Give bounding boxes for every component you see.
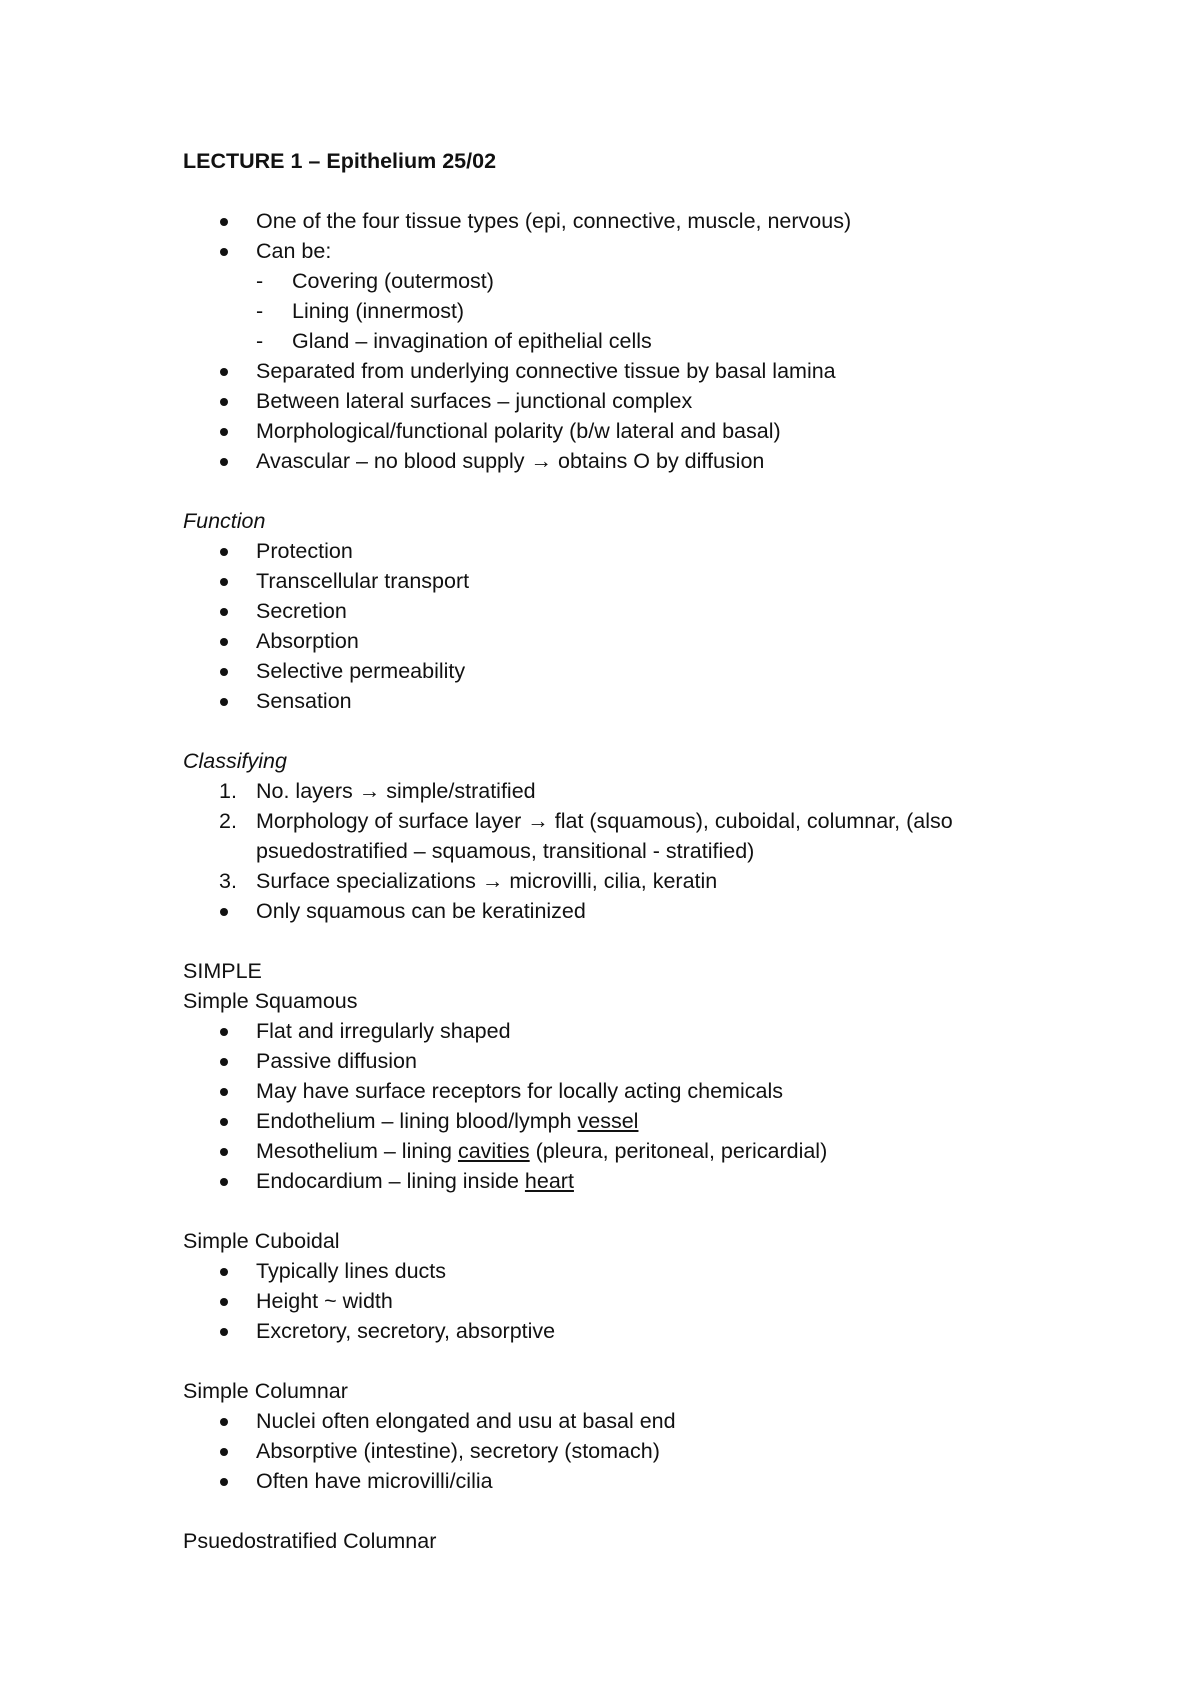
section-heading-classifying: Classifying [183,749,287,773]
list-item: Endocardium – lining inside heart [183,1166,1083,1196]
list-item: Absorption [183,626,1083,656]
sub-list-item: - Covering (outermost) [183,266,1083,296]
list-item: Avascular – no blood supply → obtains O by diffusion [183,446,1083,476]
bullet-icon [220,398,228,406]
section-heading-function: Function [183,509,266,533]
subsection-heading-cuboidal: Simple Cuboidal [183,1229,340,1253]
bullet-icon [220,1298,228,1306]
numbered-item: 2. Morphology of surface layer → flat (squamous), cuboidal, columnar, (also [183,806,1083,836]
list-item: Passive diffusion [183,1046,1083,1076]
list-item: Only squamous can be keratinized [183,896,1083,926]
list-item: Flat and irregularly shaped [183,1016,1083,1046]
subsection-heading-squamous: Simple Squamous [183,989,358,1013]
bullet-icon [220,218,228,226]
arrow-icon: → [527,809,549,833]
underlined-term: cavities [457,1139,530,1163]
list-item: Absorptive (intestine), secretory (stomach) [183,1436,1083,1466]
subsection-heading-columnar: Simple Columnar [183,1379,348,1403]
list-item: Between lateral surfaces – junctional complex [183,386,1083,416]
numbered-item-continuation: psuedostratified – squamous, transitional - stratified) [256,839,755,863]
number-label: 2. [219,809,237,833]
list-item: Sensation [183,686,1083,716]
numbered-item: 1. No. layers → simple/stratified [183,776,1083,806]
bullet-icon [220,668,228,676]
dash-icon: - [256,299,264,323]
bullet-icon [220,1058,228,1066]
list-item: May have surface receptors for locally acting chemicals [183,1076,1083,1106]
bullet-icon [220,428,228,436]
bullet-icon [220,1478,228,1486]
list-item: Excretory, secretory, absorptive [183,1316,1083,1346]
list-item: Secretion [183,596,1083,626]
list-item: Mesothelium – lining cavities (pleura, peritoneal, pericardial) [183,1136,1083,1166]
bullet-icon [220,908,228,916]
bullet-icon [220,698,228,706]
list-item: One of the four tissue types (epi, connective, muscle, nervous) [183,206,1083,236]
bullet-icon [220,1418,228,1426]
underlined-term: heart [524,1169,574,1193]
number-label: 1. [219,779,237,803]
bullet-icon [220,1448,228,1456]
list-item: Protection [183,536,1083,566]
bullet-icon [220,1118,228,1126]
bullet-icon [220,1178,228,1186]
page-title: LECTURE 1 – Epithelium 25/02 [183,149,497,173]
sub-list-item: - Gland – invagination of epithelial cells [183,326,1083,356]
bullet-icon [220,248,228,256]
bullet-icon [220,578,228,586]
list-item: Transcellular transport [183,566,1083,596]
bullet-icon [220,1028,228,1036]
bullet-icon [220,608,228,616]
list-item: Can be: [183,236,1083,266]
list-item: Height ~ width [183,1286,1083,1316]
list-item: Nuclei often elongated and usu at basal end [183,1406,1083,1436]
document-page [183,146,1083,1556]
underlined-term: vessel [577,1109,639,1133]
numbered-item: 3. Surface specializations → microvilli, cilia, keratin [183,866,1083,896]
sub-list-item: - Lining (innermost) [183,296,1083,326]
list-item: Endothelium – lining blood/lymph vessel [183,1106,1083,1136]
bullet-icon [220,368,228,376]
list-item: Typically lines ducts [183,1256,1083,1286]
dash-icon: - [256,269,264,293]
list-item: Morphological/functional polarity (b/w lateral and basal) [183,416,1083,446]
bullet-icon [220,1328,228,1336]
dash-icon: - [256,329,264,353]
bullet-icon [220,548,228,556]
bullet-icon [220,458,228,466]
bullet-icon [220,1088,228,1096]
arrow-icon: → [530,449,553,473]
list-item: Separated from underlying connective tissue by basal lamina [183,356,1083,386]
list-item: Often have microvilli/cilia [183,1466,1083,1496]
bullet-icon [220,638,228,646]
number-label: 3. [219,869,237,893]
section-heading-simple: SIMPLE [183,959,262,983]
list-item: Selective permeability [183,656,1083,686]
bullet-icon [220,1148,228,1156]
arrow-icon: → [358,779,381,803]
subsection-heading-pseudostratified: Psuedostratified Columnar [183,1529,437,1553]
arrow-icon: → [481,869,504,893]
bullet-icon [220,1268,228,1276]
